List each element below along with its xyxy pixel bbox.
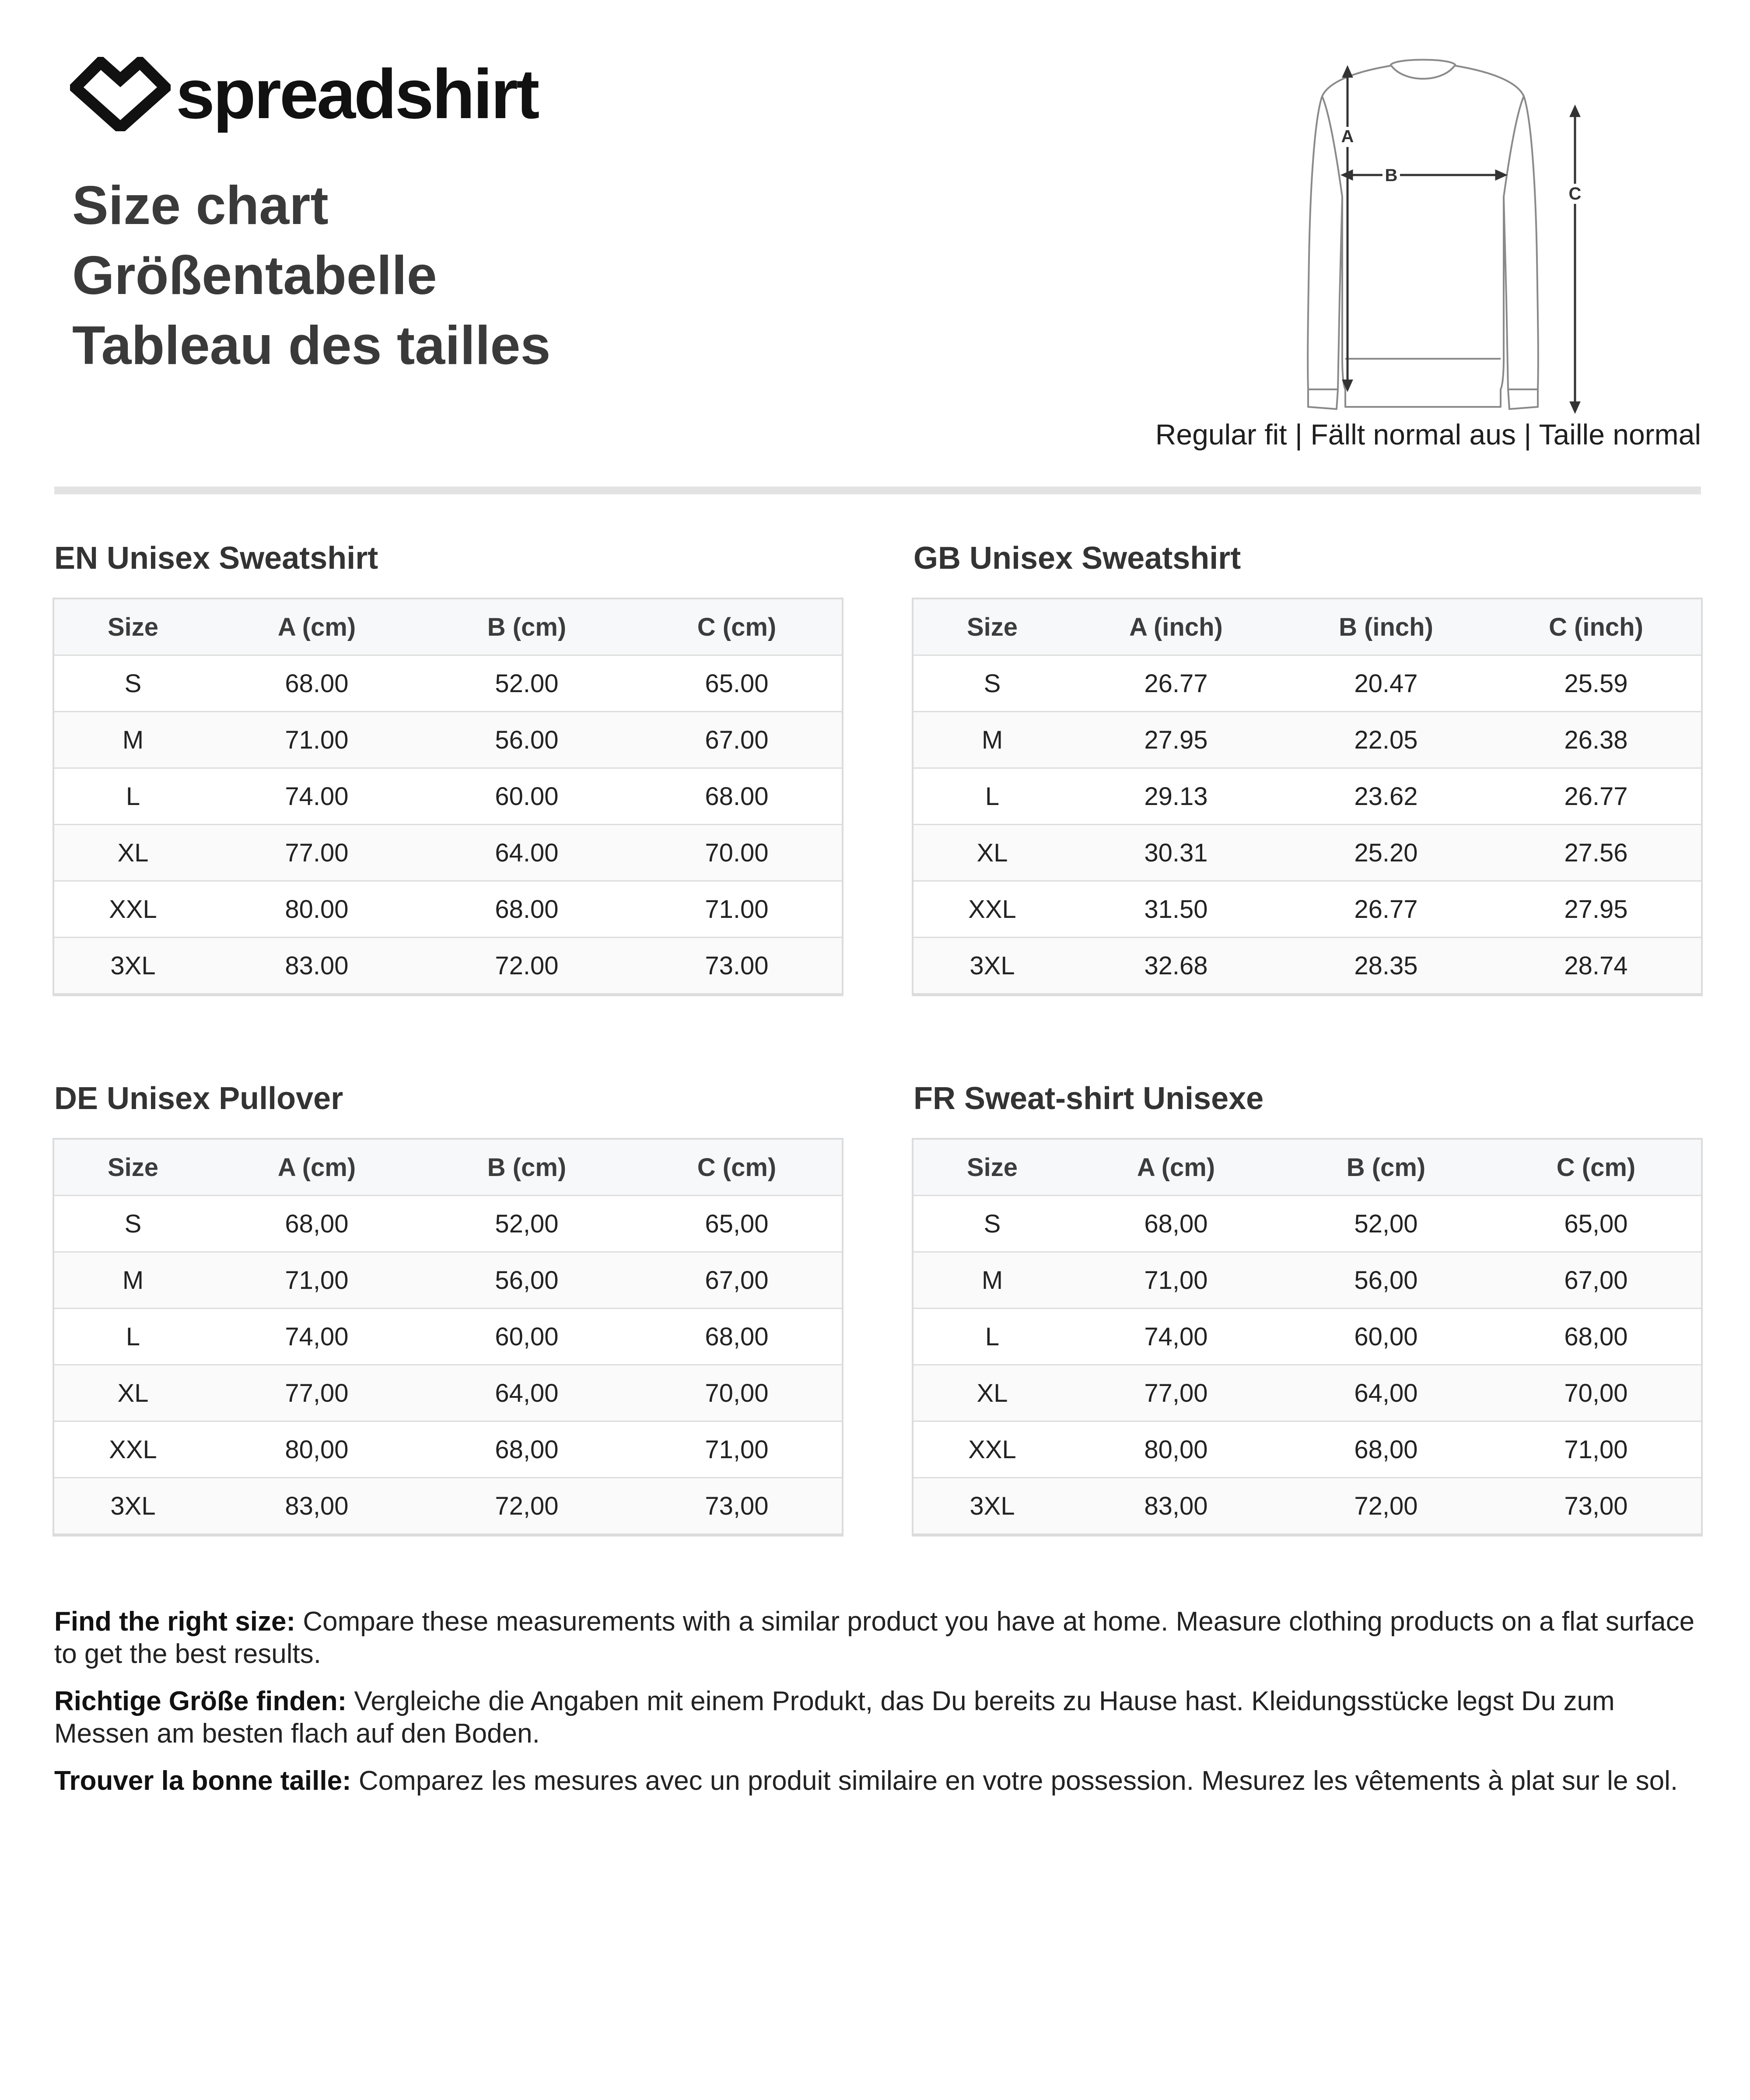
- measurement-cell: 80,00: [1071, 1421, 1281, 1478]
- table-row: [54, 938, 842, 994]
- table-header-row: [914, 599, 1701, 655]
- table-row: [914, 1478, 1701, 1534]
- label-b: B: [1385, 166, 1398, 185]
- advice-de-heading: Richtige Größe finden:: [54, 1686, 347, 1716]
- advice-en-heading: Find the right size:: [54, 1606, 296, 1637]
- table-row: [54, 1365, 842, 1421]
- measurement-cell: 73.00: [632, 938, 842, 994]
- column-header: Size: [914, 1140, 1071, 1196]
- size-cell: L: [914, 768, 1071, 825]
- measurement-cell: 80,00: [212, 1421, 422, 1478]
- size-cell: XXL: [54, 1421, 212, 1478]
- sweatshirt-diagram: [1291, 52, 1597, 420]
- table-header-row: [54, 599, 842, 655]
- measurement-cell: 74,00: [212, 1309, 422, 1365]
- table-row: [914, 768, 1701, 825]
- measurement-cell: 28.35: [1281, 938, 1491, 994]
- measurement-cell: 60,00: [422, 1309, 632, 1365]
- table-row: [914, 1196, 1701, 1252]
- table-row: [54, 712, 842, 768]
- measurement-cell: 71,00: [212, 1252, 422, 1309]
- measurement-cell: 65,00: [632, 1196, 842, 1252]
- measurement-cell: 64.00: [422, 825, 632, 881]
- table-row: [914, 825, 1701, 881]
- column-header: C (cm): [632, 599, 842, 655]
- fit-description: Regular fit | Fällt normal aus | Taille normal: [1155, 418, 1701, 451]
- brand-logo: [70, 57, 538, 131]
- table-header-row: [914, 1140, 1701, 1196]
- size-cell: L: [54, 768, 212, 825]
- divider: [54, 486, 1701, 494]
- measurement-cell: 72.00: [422, 938, 632, 994]
- table-row: [54, 1421, 842, 1478]
- column-header: A (cm): [1071, 1140, 1281, 1196]
- size-cell: 3XL: [54, 938, 212, 994]
- measurement-cell: 68,00: [1281, 1421, 1491, 1478]
- measurement-cell: 77,00: [212, 1365, 422, 1421]
- measurement-cell: 67,00: [632, 1252, 842, 1309]
- size-cell: 3XL: [54, 1478, 212, 1534]
- measurement-cell: 83,00: [1071, 1478, 1281, 1534]
- table-header-row: [54, 1140, 842, 1196]
- table-row: [54, 655, 842, 712]
- measurement-cell: 77.00: [212, 825, 422, 881]
- measurement-cell: 27.95: [1491, 881, 1701, 938]
- advice-en: [54, 1606, 1701, 1670]
- measurement-cell: 71,00: [632, 1421, 842, 1478]
- size-advice: [54, 1606, 1701, 1812]
- title-en: Size chart: [72, 175, 329, 236]
- measurement-cell: 70,00: [632, 1365, 842, 1421]
- measurement-cell: 72,00: [1281, 1478, 1491, 1534]
- measurement-cell: 71.00: [212, 712, 422, 768]
- size-cell: M: [914, 712, 1071, 768]
- measurement-cell: 27.95: [1071, 712, 1281, 768]
- measurement-cell: 20.47: [1281, 655, 1491, 712]
- measurement-cell: 52,00: [1281, 1196, 1491, 1252]
- measurement-cell: 26.77: [1281, 881, 1491, 938]
- table-row: [54, 768, 842, 825]
- measurement-cell: 74,00: [1071, 1309, 1281, 1365]
- column-header: B (cm): [1281, 1140, 1491, 1196]
- table-row: [54, 1478, 842, 1534]
- column-header: B (inch): [1281, 599, 1491, 655]
- size-cell: L: [54, 1309, 212, 1365]
- size-table-gb: [914, 534, 1701, 980]
- table-row: [54, 1196, 842, 1252]
- measurement-cell: 70.00: [632, 825, 842, 881]
- column-header: B (cm): [422, 1140, 632, 1196]
- size-cell: M: [914, 1252, 1071, 1309]
- measurement-cell: 68.00: [422, 881, 632, 938]
- measurement-cell: 67,00: [1491, 1252, 1701, 1309]
- measurement-cell: 71.00: [632, 881, 842, 938]
- measurement-cell: 68.00: [212, 655, 422, 712]
- size-table: [54, 599, 842, 994]
- table-row: [914, 1365, 1701, 1421]
- measurement-cell: 26.38: [1491, 712, 1701, 768]
- measurement-cell: 52.00: [422, 655, 632, 712]
- size-table: [914, 1140, 1701, 1535]
- size-cell: XXL: [914, 881, 1071, 938]
- measurement-cell: 31.50: [1071, 881, 1281, 938]
- column-header: C (cm): [1491, 1140, 1701, 1196]
- label-c: C: [1568, 184, 1582, 203]
- measurement-cell: 64,00: [1281, 1365, 1491, 1421]
- advice-en-text: Compare these measurements with a similar product you have at home. Measure clothing products on a flat surface to get the best results.: [54, 1606, 1695, 1669]
- table-row: [54, 881, 842, 938]
- size-cell: XL: [914, 1365, 1071, 1421]
- column-header: Size: [914, 599, 1071, 655]
- table-row: [54, 825, 842, 881]
- measurement-cell: 73,00: [632, 1478, 842, 1534]
- measurement-cell: 68.00: [632, 768, 842, 825]
- table-row: [54, 1252, 842, 1309]
- table-row: [914, 655, 1701, 712]
- table-row: [914, 938, 1701, 994]
- size-cell: XL: [54, 1365, 212, 1421]
- label-a: A: [1341, 127, 1354, 146]
- column-header: Size: [54, 1140, 212, 1196]
- size-cell: S: [914, 655, 1071, 712]
- table-row: [914, 881, 1701, 938]
- column-header: A (cm): [212, 1140, 422, 1196]
- measurement-cell: 56,00: [422, 1252, 632, 1309]
- measurement-cell: 27.56: [1491, 825, 1701, 881]
- measurement-cell: 71,00: [1491, 1421, 1701, 1478]
- size-table: [54, 1140, 842, 1535]
- table-title: FR Sweat-shirt Unisexe: [914, 1081, 1264, 1116]
- size-table-fr: [914, 1074, 1701, 1520]
- size-cell: S: [914, 1196, 1071, 1252]
- measurement-cell: 26.77: [1491, 768, 1701, 825]
- measurement-cell: 73,00: [1491, 1478, 1701, 1534]
- heart-logo-icon: [70, 57, 171, 131]
- measurement-cell: 65.00: [632, 655, 842, 712]
- size-table: [914, 599, 1701, 994]
- page-titles: [72, 171, 550, 381]
- table-row: [914, 712, 1701, 768]
- measurement-cell: 60,00: [1281, 1309, 1491, 1365]
- measurement-cell: 68,00: [1071, 1196, 1281, 1252]
- size-cell: M: [54, 712, 212, 768]
- measurement-cell: 74.00: [212, 768, 422, 825]
- measurement-cell: 80.00: [212, 881, 422, 938]
- title-fr: Tableau des tailles: [72, 315, 551, 376]
- advice-de-text: Vergleiche die Angaben mit einem Produkt, das Du bereits zu Hause hast. Kleidungsstücke legst Du zum Messen am besten flach auf den Boden.: [54, 1686, 1615, 1749]
- column-header: B (cm): [422, 599, 632, 655]
- measurement-cell: 25.20: [1281, 825, 1491, 881]
- table-title: EN Unisex Sweatshirt: [54, 541, 378, 576]
- measurement-cell: 77,00: [1071, 1365, 1281, 1421]
- column-header: C (cm): [632, 1140, 842, 1196]
- advice-fr-heading: Trouver la bonne taille:: [54, 1766, 351, 1796]
- column-header: C (inch): [1491, 599, 1701, 655]
- column-header: A (inch): [1071, 599, 1281, 655]
- size-table-de: [54, 1074, 842, 1520]
- measurement-cell: 28.74: [1491, 938, 1701, 994]
- column-header: A (cm): [212, 599, 422, 655]
- table-row: [914, 1421, 1701, 1478]
- table-row: [914, 1252, 1701, 1309]
- measurement-cell: 65,00: [1491, 1196, 1701, 1252]
- measurement-cell: 25.59: [1491, 655, 1701, 712]
- measurement-cell: 83,00: [212, 1478, 422, 1534]
- measurement-cell: 64,00: [422, 1365, 632, 1421]
- measurement-cell: 68,00: [632, 1309, 842, 1365]
- size-cell: XXL: [914, 1421, 1071, 1478]
- table-title: DE Unisex Pullover: [54, 1081, 343, 1116]
- advice-fr: [54, 1765, 1701, 1797]
- size-cell: XL: [914, 825, 1071, 881]
- measurement-cell: 56.00: [422, 712, 632, 768]
- measurement-cell: 23.62: [1281, 768, 1491, 825]
- brand-name: spreadshirt: [176, 55, 538, 133]
- size-cell: 3XL: [914, 1478, 1071, 1534]
- table-title: GB Unisex Sweatshirt: [914, 541, 1241, 576]
- measurement-cell: 26.77: [1071, 655, 1281, 712]
- measurement-cell: 68,00: [212, 1196, 422, 1252]
- table-row: [54, 1309, 842, 1365]
- measurement-cell: 67.00: [632, 712, 842, 768]
- size-cell: S: [54, 655, 212, 712]
- measurement-cell: 83.00: [212, 938, 422, 994]
- size-cell: M: [54, 1252, 212, 1309]
- advice-de: [54, 1685, 1701, 1750]
- title-de: Größentabelle: [72, 245, 437, 306]
- measurement-cell: 29.13: [1071, 768, 1281, 825]
- measurement-cell: 70,00: [1491, 1365, 1701, 1421]
- table-row: [914, 1309, 1701, 1365]
- size-cell: 3XL: [914, 938, 1071, 994]
- measurement-cell: 60.00: [422, 768, 632, 825]
- size-cell: XL: [54, 825, 212, 881]
- measurement-cell: 68,00: [1491, 1309, 1701, 1365]
- measurement-cell: 56,00: [1281, 1252, 1491, 1309]
- column-header: Size: [54, 599, 212, 655]
- size-cell: S: [54, 1196, 212, 1252]
- measurement-cell: 71,00: [1071, 1252, 1281, 1309]
- size-cell: L: [914, 1309, 1071, 1365]
- advice-fr-text: Comparez les mesures avec un produit similaire en votre possession. Mesurez les vêtements à plat sur le sol.: [351, 1766, 1678, 1796]
- measurement-cell: 72,00: [422, 1478, 632, 1534]
- measurement-cell: 68,00: [422, 1421, 632, 1478]
- size-table-en: [54, 534, 842, 980]
- measurement-cell: 22.05: [1281, 712, 1491, 768]
- measurement-cell: 32.68: [1071, 938, 1281, 994]
- measurement-cell: 52,00: [422, 1196, 632, 1252]
- measurement-cell: 30.31: [1071, 825, 1281, 881]
- size-cell: XXL: [54, 881, 212, 938]
